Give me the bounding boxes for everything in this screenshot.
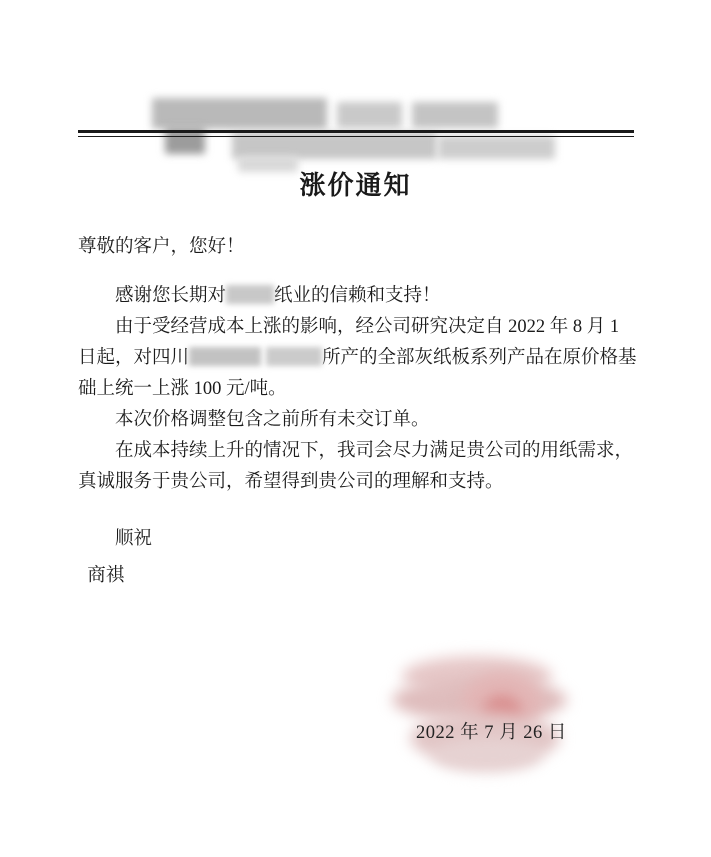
location-redaction [266, 347, 322, 366]
paragraph-commitment: 在成本持续上升的情况下，我司会尽力满足贵公司的用纸需求，真诚服务于贵公司，希望得到贵公司的理解和支持。 [78, 441, 634, 492]
letterhead-redacted [0, 40, 711, 132]
document-date: 2022 年 7 月 26 日 [416, 723, 567, 743]
letterhead-redaction-block [438, 136, 555, 159]
document-body [78, 232, 638, 592]
letterhead-divider-thin [78, 136, 634, 137]
closing-line-2: 商祺 [87, 566, 125, 586]
paragraph-thanks [78, 281, 638, 312]
company-stamp-redacted [392, 650, 592, 780]
location-redaction [189, 347, 261, 366]
letterhead-redaction-block [152, 98, 327, 129]
paragraph-thanks-prefix: 感谢您长期对 [115, 286, 227, 306]
letterhead-divider-thick [78, 130, 634, 133]
paragraph-reason-suffix: 所产的全部灰纸板系列产品在原价格基础上统一上涨 100 元/吨。 [78, 348, 637, 399]
paragraph-reason-prefix: 由于受经营成本上涨的影响，经公司研究决定自 2022 年 8 月 1 日起，对四川 [78, 317, 620, 368]
letterhead-redaction-block [337, 102, 402, 128]
salutation: 尊敬的客户，您好！ [78, 237, 245, 257]
paragraph-scope: 本次价格调整包含之前所有未交订单。 [115, 410, 430, 430]
paragraph-reason [78, 312, 638, 405]
page-title: 涨价通知 [299, 171, 412, 200]
closing-line-1: 顺祝 [115, 529, 153, 549]
company-name-redaction [226, 285, 274, 304]
paragraph-thanks-suffix: 纸业的信赖和支持！ [274, 286, 441, 306]
letterhead-redaction-block [412, 102, 498, 128]
